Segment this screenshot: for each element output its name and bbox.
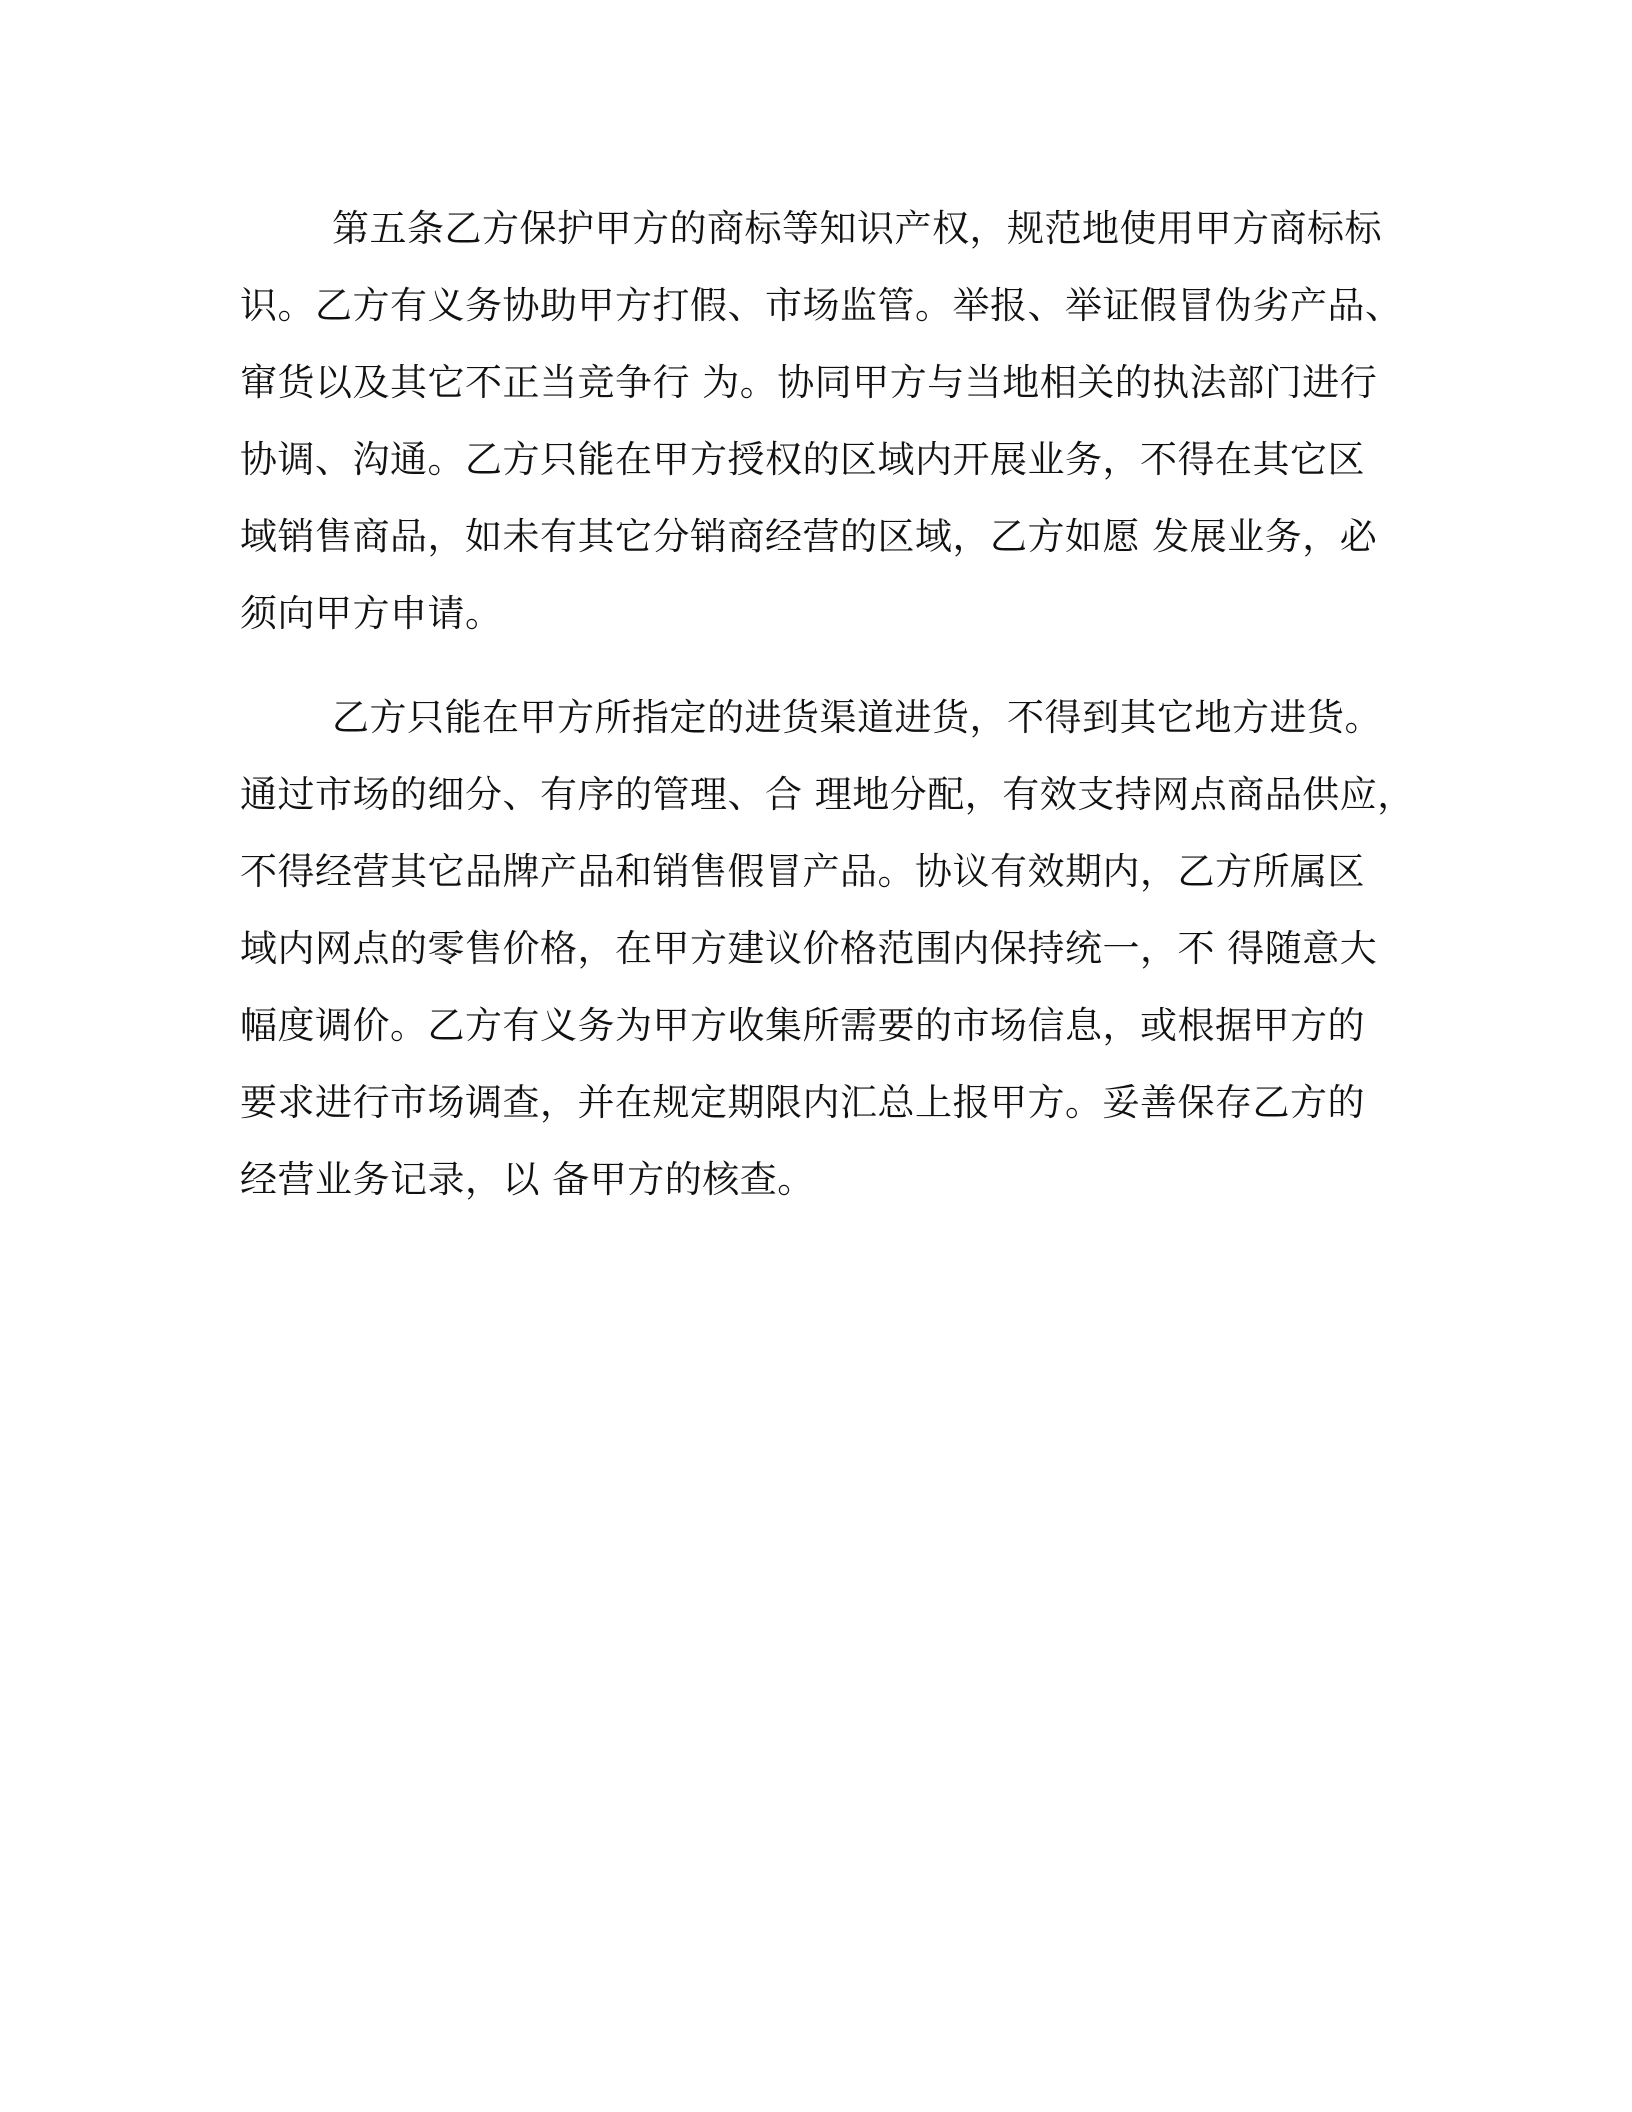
- text-line: 乙方只能在甲方所指定的进货渠道进货，不得到其它地方进货。: [332, 696, 1382, 739]
- paragraph-spacer: [240, 652, 1392, 679]
- document-body: [240, 190, 1415, 1218]
- text-line: 幅度调价。乙方有义务为甲方收集所需要的市场信息，或根据甲方的: [240, 1004, 1365, 1047]
- text-line: 协调、沟通。乙方只能在甲方授权的区域内开展业务，不得在其它区: [240, 438, 1365, 481]
- text-line: 通过市场的细分、有序的管理、合 理地分配，有效支持网点商品供应，: [240, 773, 1415, 816]
- text-line: 须向甲方申请。: [240, 592, 503, 635]
- paragraph-trademark-obligations: [240, 190, 1403, 652]
- text-line: 域销售商品，如未有其它分销商经营的区域，乙方如愿 发展业务，必: [240, 515, 1378, 558]
- text-line: 窜货以及其它不正当竞争行 为。协同甲方与当地相关的执法部门进行: [240, 361, 1378, 404]
- text-line: 识。乙方有义务协助甲方打假、市场监管。举报、举证假冒伪劣产品、: [240, 284, 1403, 327]
- text-line: 域内网点的零售价格，在甲方建议价格范围内保持统一，不 得随意大: [240, 927, 1378, 970]
- text-line: 要求进行市场调查，并在规定期限内汇总上报甲方。妥善保存乙方的: [240, 1081, 1365, 1124]
- text-line: 经营业务记录，以 备甲方的核查。: [240, 1158, 815, 1201]
- paragraph-purchasing-channels: [240, 679, 1415, 1218]
- text-line: 第五条乙方保护甲方的商标等知识产权，规范地使用甲方商标标: [332, 207, 1382, 250]
- text-line: 不得经营其它品牌产品和销售假冒产品。协议有效期内，乙方所属区: [240, 850, 1365, 893]
